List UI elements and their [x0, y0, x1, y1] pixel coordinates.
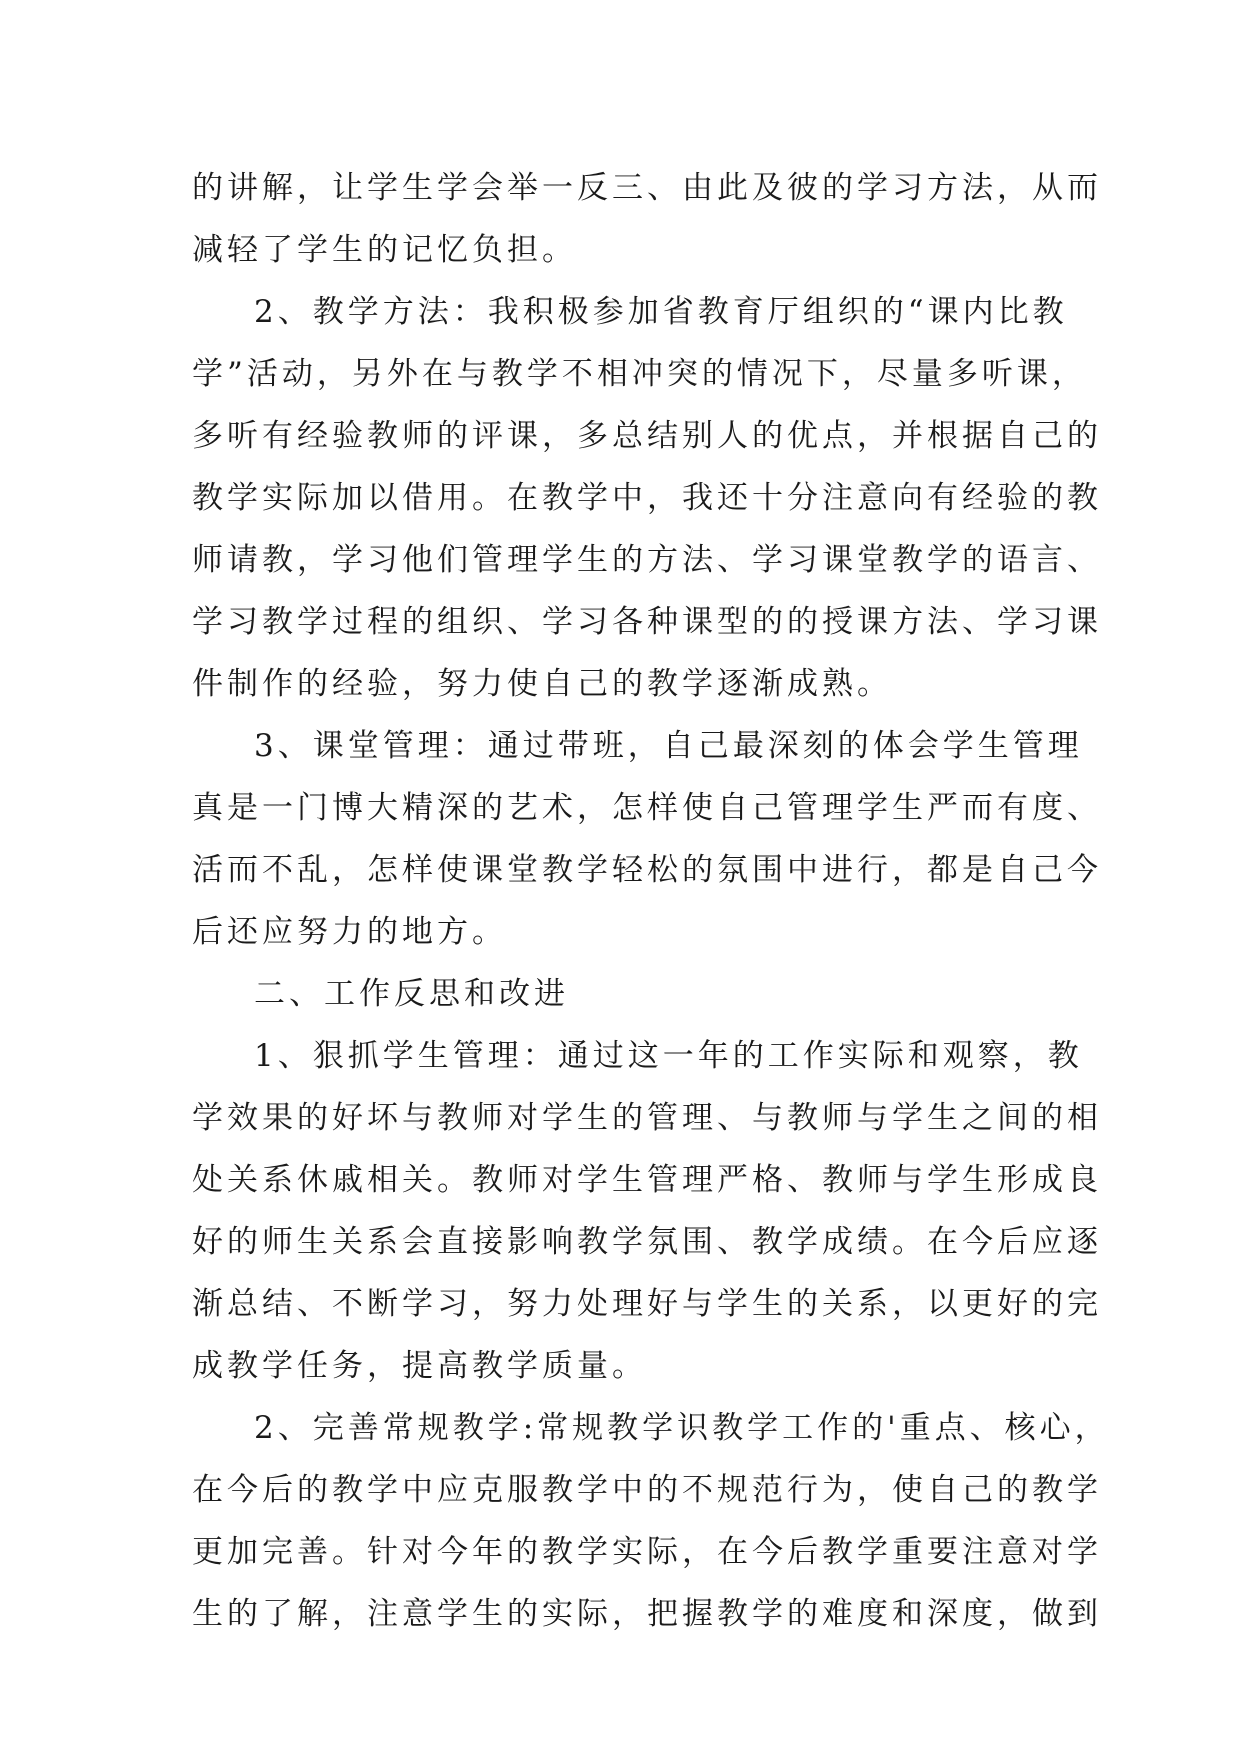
text-line: 更加完善。针对今年的教学实际，在今后教学重要注意对学: [192, 1534, 1102, 1570]
document-body: [192, 157, 1110, 1645]
text-line: 处关系休戚相关。教师对学生管理严格、教师与学生形成良: [192, 1162, 1102, 1198]
paragraph: [192, 1025, 1102, 1397]
text-line: 学效果的好坏与教师对学生的管理、与教师与学生之间的相: [192, 1100, 1102, 1136]
paragraph: [192, 1397, 1110, 1645]
text-line: 2、完善常规教学:常规教学识教学工作的'重点、核心，: [254, 1410, 1110, 1446]
paragraph: [192, 715, 1102, 963]
text-line: 真是一门博大精深的艺术，怎样使自己管理学生严而有度、: [192, 790, 1102, 826]
text-line: 2、教学方法：我积极参加省教育厅组织的“课内比教: [254, 294, 1068, 330]
text-line: 教学实际加以借用。在教学中，我还十分注意向有经验的教: [192, 480, 1102, 516]
text-line: 后还应努力的地方。: [192, 914, 507, 950]
text-line: 3、课堂管理：通过带班，自己最深刻的体会学生管理: [254, 728, 1083, 764]
section-heading-text: 二、工作反思和改进: [254, 976, 569, 1012]
text-line: 成教学任务，提高教学质量。: [192, 1348, 647, 1384]
text-line: 渐总结、不断学习，努力处理好与学生的关系，以更好的完: [192, 1286, 1102, 1322]
text-line: 件制作的经验，努力使自己的教学逐渐成熟。: [192, 666, 892, 702]
text-line: 生的了解，注意学生的实际，把握教学的难度和深度，做到: [192, 1596, 1102, 1632]
text-line: 师请教，学习他们管理学生的方法、学习课堂教学的语言、: [192, 542, 1102, 578]
text-line: 活而不乱，怎样使课堂教学轻松的氛围中进行，都是自己今: [192, 852, 1102, 888]
text-line: 在今后的教学中应克服教学中的不规范行为，使自己的教学: [192, 1472, 1102, 1508]
text-line: 1、狠抓学生管理：通过这一年的工作实际和观察，教: [254, 1038, 1083, 1074]
section-heading: [192, 963, 1072, 1025]
text-line: 减轻了学生的记忆负担。: [192, 232, 577, 268]
text-line: 好的师生关系会直接影响教学氛围、教学成绩。在今后应逐: [192, 1224, 1102, 1260]
text-line: 的讲解，让学生学会举一反三、由此及彼的学习方法，从而: [192, 170, 1102, 206]
text-line: 学”活动，另外在与教学不相冲突的情况下，尽量多听课，: [192, 356, 1087, 392]
text-line: 多听有经验教师的评课，多总结别人的优点，并根据自己的: [192, 418, 1102, 454]
text-line: 学习教学过程的组织、学习各种课型的的授课方法、学习课: [192, 604, 1102, 640]
paragraph: [192, 281, 1102, 715]
paragraph: [192, 157, 1102, 281]
